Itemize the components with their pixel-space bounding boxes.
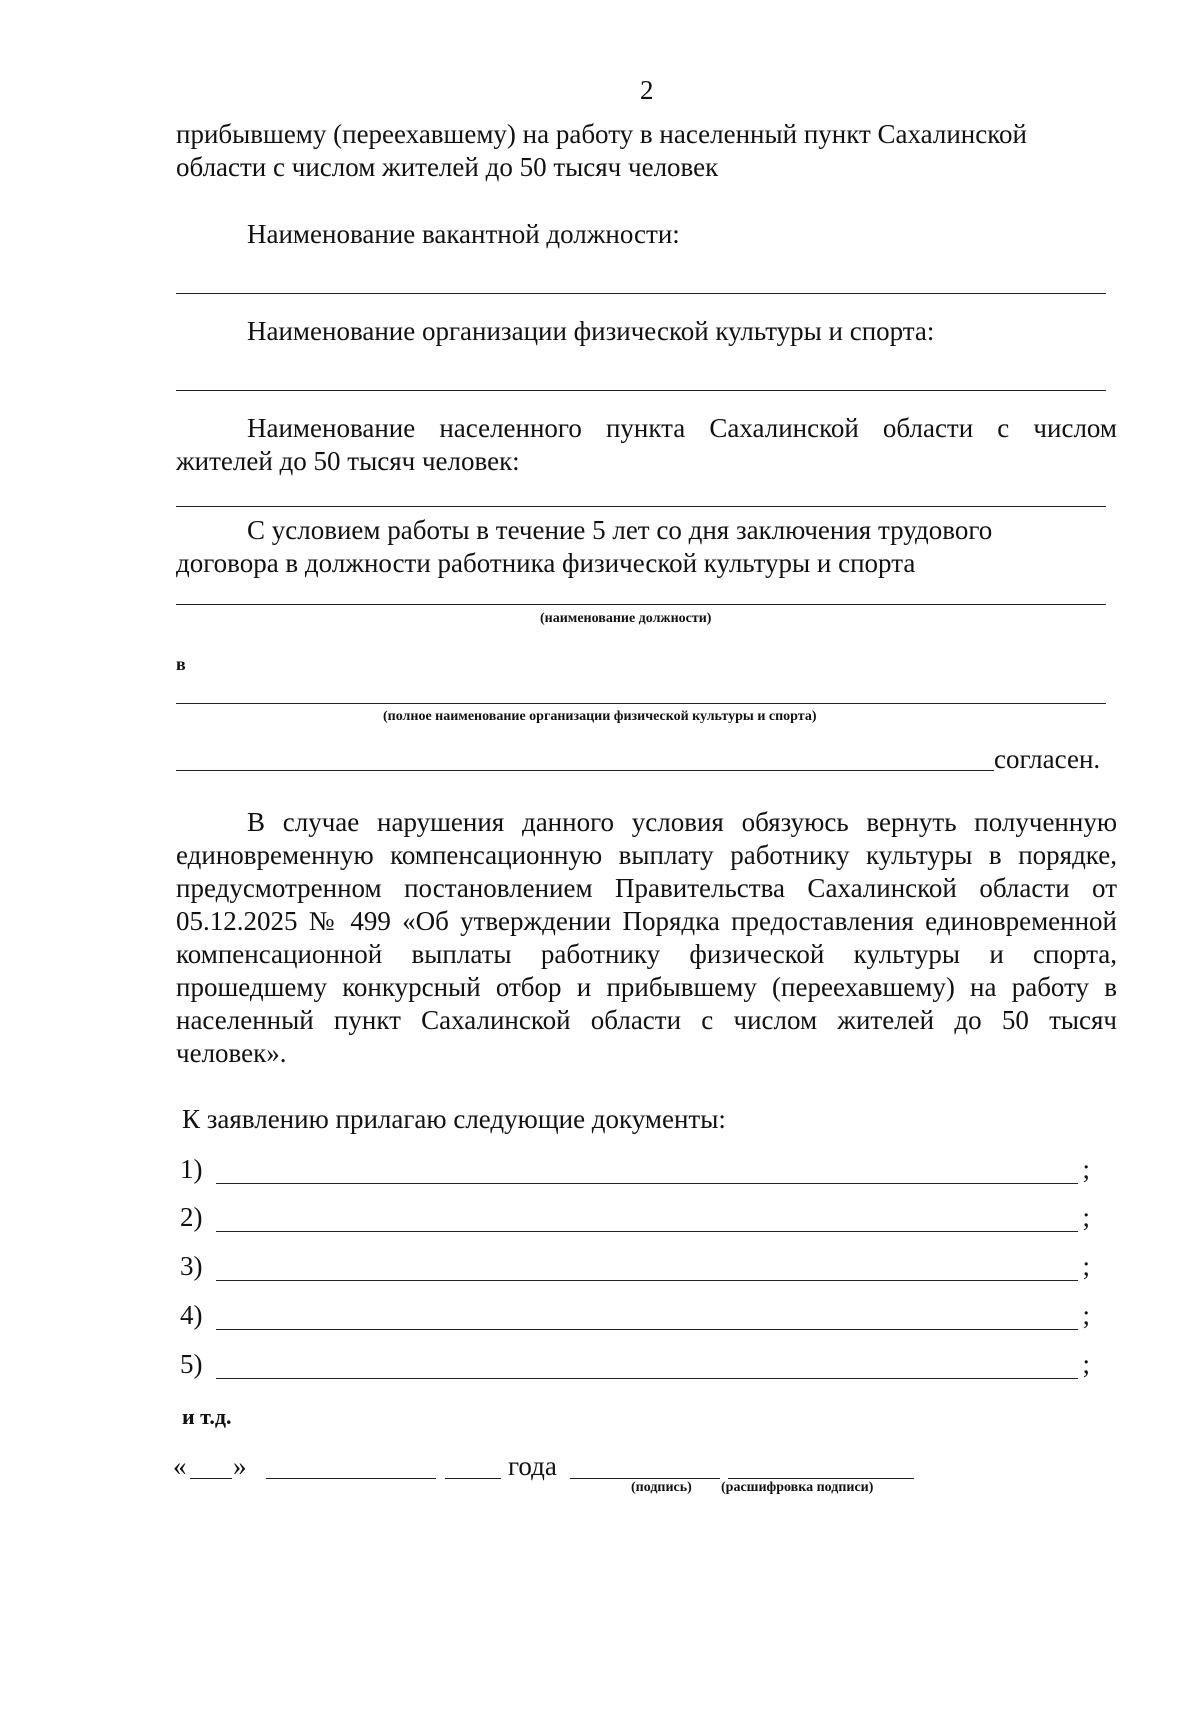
page-number: 2 (640, 75, 654, 105)
obligation-line-1: В случае нарушения данного условия обязуюсь вернуть полученную (247, 807, 1117, 837)
signature-decode-caption: (расшифровка подписи) (721, 1480, 874, 1495)
organization-label: Наименование организации физической культуры и спорта: (247, 316, 935, 346)
organization-caption: (полное наименование организации физической культуры и спорта) (383, 709, 817, 724)
obligation-line-6: прошедшему конкурсный отбор и прибывшему (переехавшему) на работу в (176, 972, 1117, 1002)
obligation-line-4: 05.12.2025 № 499 «Об утверждении Порядка предоставления единовременной (176, 906, 1117, 936)
agree-text: согласен. (994, 744, 1101, 774)
attachment-number: 1) (180, 1154, 203, 1184)
attachment-row-3[interactable] (180, 1250, 1090, 1290)
obligation-line-5: компенсационной выплаты работнику физической культуры и спорта, (176, 939, 1117, 969)
attachment-number: 3) (180, 1251, 203, 1281)
condition-line-2: договора в должности работника физической культуры и спорта (176, 548, 916, 578)
settlement-line-2: жителей до 50 тысяч человек: (176, 446, 520, 476)
obligation-line-2: единовременную компенсационную выплату работнику культуры в порядке, (176, 840, 1117, 870)
day-field-line[interactable] (190, 1478, 232, 1479)
attachment-field-line[interactable] (216, 1183, 1078, 1184)
position-field-line[interactable] (176, 604, 1106, 605)
attachment-field-line[interactable] (216, 1280, 1078, 1281)
obligation-paragraph (176, 806, 1117, 1070)
attachment-end: ; (1082, 1300, 1090, 1330)
attachment-field-line[interactable] (216, 1231, 1078, 1232)
obligation-line-8: человек». (176, 1038, 287, 1068)
open-quote: « (173, 1451, 187, 1481)
attachment-row-2[interactable] (180, 1201, 1090, 1241)
vacancy-field-line[interactable] (176, 293, 1106, 294)
attachment-number: 4) (180, 1300, 203, 1330)
attachment-row-5[interactable] (180, 1348, 1090, 1388)
signature-decode-field-line[interactable] (728, 1478, 914, 1479)
attachment-end: ; (1082, 1349, 1090, 1379)
signature-caption: (подпись) (631, 1480, 692, 1495)
year-word: года (508, 1451, 557, 1481)
settlement-line-1: Наименование населенного пункта Сахалинской области с числом (247, 413, 1117, 443)
signature-field-line[interactable] (570, 1478, 720, 1479)
intro-line-1: прибывшему (переехавшему) на работу в населенный пункт Сахалинской (176, 119, 1027, 149)
full-organization-field-line[interactable] (176, 703, 1106, 704)
month-field-line[interactable] (266, 1478, 436, 1479)
attachments-label: К заявлению прилагаю следующие документы: (182, 1104, 726, 1134)
attachment-end: ; (1082, 1251, 1090, 1281)
attachment-end: ; (1082, 1154, 1090, 1184)
condition-line-1: С условием работы в течение 5 лет со дня заключения трудового (247, 515, 993, 545)
intro-line-2: области с числом жителей до 50 тысяч человек (176, 152, 719, 182)
settlement-field-line[interactable] (176, 506, 1106, 507)
etc-label: и т.д. (182, 1404, 232, 1429)
attachment-row-4[interactable] (180, 1299, 1090, 1339)
attachment-field-line[interactable] (216, 1329, 1078, 1330)
position-caption: (наименование должности) (540, 611, 712, 626)
year-field-line[interactable] (445, 1478, 501, 1479)
obligation-line-3: предусмотренном постановлением Правительства Сахалинской области от (176, 873, 1117, 903)
obligation-line-7: населенный пункт Сахалинской области с числом жителей до 50 тысяч (176, 1005, 1117, 1035)
in-label: в (176, 654, 186, 674)
agree-name-field-line[interactable] (176, 770, 994, 771)
attachment-row-1[interactable] (180, 1153, 1090, 1193)
attachment-number: 5) (180, 1349, 203, 1379)
attachment-number: 2) (180, 1202, 203, 1232)
close-quote: » (233, 1451, 247, 1481)
attachment-end: ; (1082, 1202, 1090, 1232)
organization-field-line[interactable] (176, 390, 1106, 391)
attachment-field-line[interactable] (216, 1378, 1078, 1379)
vacancy-label: Наименование вакантной должности: (247, 219, 680, 249)
